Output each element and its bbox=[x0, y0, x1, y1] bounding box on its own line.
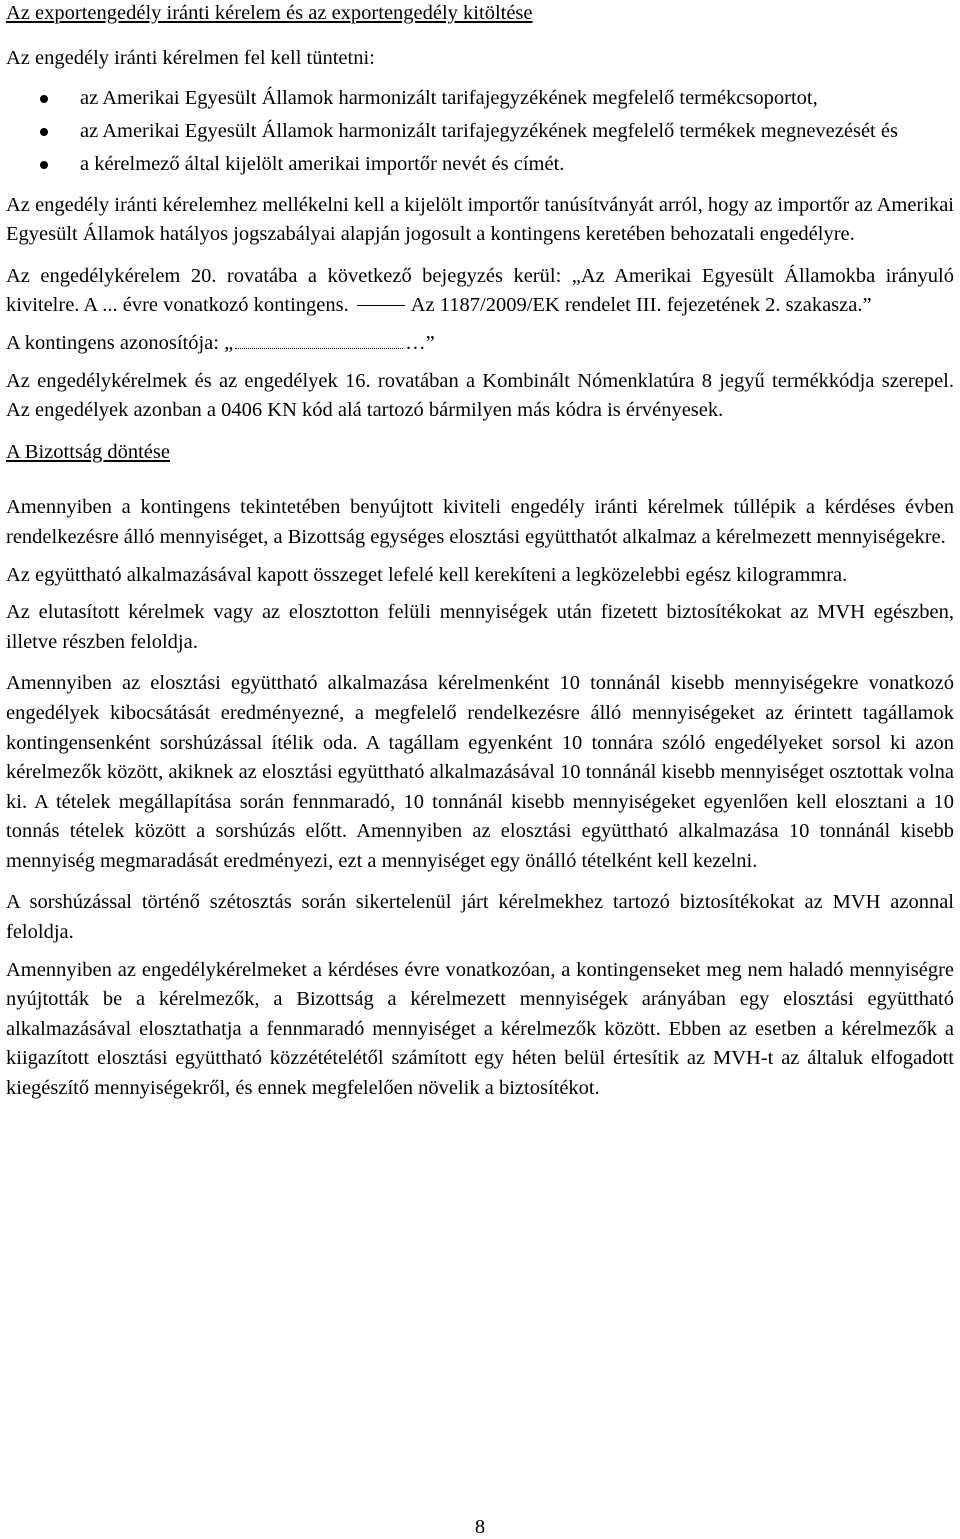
quota-id-line bbox=[6, 329, 954, 359]
importer-certificate-paragraph: Az engedély iránti kérelemhez mellékelni kell a kijelölt importőr tanúsítványát arról, hogy az importőr az Amerikai Egyesült Államok hatályos jogszabályai alapján jogosult a kontingens keretében behozatali engedélyre. bbox=[6, 193, 954, 246]
box20-text-part2: Az 1187/2009/EK rendelet III. fejezetének 2. szakasza.” bbox=[410, 294, 872, 317]
box20-text-part1: Az engedélykérelem 20. rovatába a következő bejegyzés kerül: „Az Amerikai Egyesült Államokba irányuló kivitelre. A ... évre vonatkozó kontingens. bbox=[6, 264, 954, 317]
body-paragraph: A sorshúzással történő szétosztás során sikertelenül járt kérelmekhez tartozó biztosítékokat az MVH azonnal feloldja. bbox=[6, 891, 954, 944]
page-number: 8 bbox=[474, 1516, 486, 1538]
body-paragraph: Az együttható alkalmazásával kapott összeget lefelé kell kerekíteni a legközelebbi egész kilogrammra. bbox=[6, 563, 848, 586]
document-page bbox=[6, 0, 954, 1104]
box16-paragraph: Az engedélykérelmek és az engedélyek 16. rovatában a Kombinált Nómenklatúra 8 jegyű termékkódja szerepel. Az engedélyek azonban a 0406 KN kód alá tartozó bármilyen más kódra is érvényesek. bbox=[6, 369, 954, 422]
bullet-icon bbox=[40, 128, 48, 136]
bullet-icon bbox=[40, 161, 48, 169]
requirements-list bbox=[6, 84, 954, 179]
section-heading: A Bizottság döntése bbox=[6, 440, 170, 463]
box20-paragraph bbox=[6, 262, 954, 321]
body-paragraph: Amennyiben az engedélykérelmeket a kérdéses évre vonatkozóan, a kontingenseket meg nem haladó mennyiségre nyújtották be a kérelmezők, a Bizottság a kérelmezett mennyiségek arányában egy elosztási együttható alkalmazásával elosztathatja a fennmaradó mennyiséget a kérelmezők között. Ebben az esetben a kérelmezők a kiigazított elosztási együttható közzétételétől számított egy héten belül értesítik az MVH-t az általuk elfogadott kiegészítő mennyiségekről, és ennek megfelelően növelik a biztosítékot. bbox=[6, 958, 954, 1100]
list-item bbox=[6, 150, 954, 179]
bullet-icon bbox=[40, 95, 48, 103]
list-item-text: a kérelmező által kijelölt amerikai importőr nevét és címét. bbox=[80, 152, 565, 175]
quota-id-blank bbox=[235, 334, 403, 349]
quota-id-label: A kontingens azonosítója: „ bbox=[6, 331, 234, 354]
list-item bbox=[6, 117, 954, 146]
body-paragraph: Amennyiben a kontingens tekintetében benyújtott kiviteli engedély iránti kérelmek túllépik a kérdéses évben rendelkezésre álló mennyiséget, a Bizottság egységes elosztási együtthatót alkalmaz a kérelmezett mennyiségekre. bbox=[6, 496, 954, 548]
list-item-text: az Amerikai Egyesült Államok harmonizált tarifajegyzékének megfelelő termékek megnevezését és bbox=[80, 119, 898, 142]
quota-id-value: …” bbox=[405, 331, 435, 354]
list-item bbox=[6, 84, 954, 113]
list-item-text: az Amerikai Egyesült Államok harmonizált tarifajegyzékének megfelelő termékcsoportot, bbox=[80, 86, 818, 109]
body-paragraph: Az elutasított kérelmek vagy az elosztotton felüli mennyiségek után fizetett biztosítékokat az MVH egészben, illetve részben feloldja. bbox=[6, 601, 954, 653]
intro-text: Az engedély iránti kérelmen fel kell tüntetni: bbox=[6, 47, 375, 69]
em-dash bbox=[357, 305, 405, 306]
page-title: Az exportengedély iránti kérelem és az exportengedély kitöltése bbox=[6, 2, 533, 24]
body-paragraph: Amennyiben az elosztási együttható alkalmazása kérelmenként 10 tonnánál kisebb mennyiségekre vonatkozó engedélyek kibocsátását eredményezné, a megfelelő rendelkezésre álló mennyiségeket az érintett tagállamok kontingensenként sorshúzással ítélik oda. A tagállam egyenként 10 tonnára szóló engedélyeket sorsol ki azon kérelmezők között, akiknek az elosztási együttható alkalmazásával 10 tonnánál kisebb mennyiséget osztottak volna ki. A tételek megállapítása során fennmaradó, 10 tonnánál kisebb mennyiségeket egyenlően kell elosztani a 10 tonnás tételek között a sorshúzás előtt. Amennyiben az elosztási együttható alkalmazása 10 tonnánál kisebb mennyiség megmaradását eredményezi, ezt a mennyiséget egy önálló tételként kell kezelni. bbox=[6, 672, 954, 872]
